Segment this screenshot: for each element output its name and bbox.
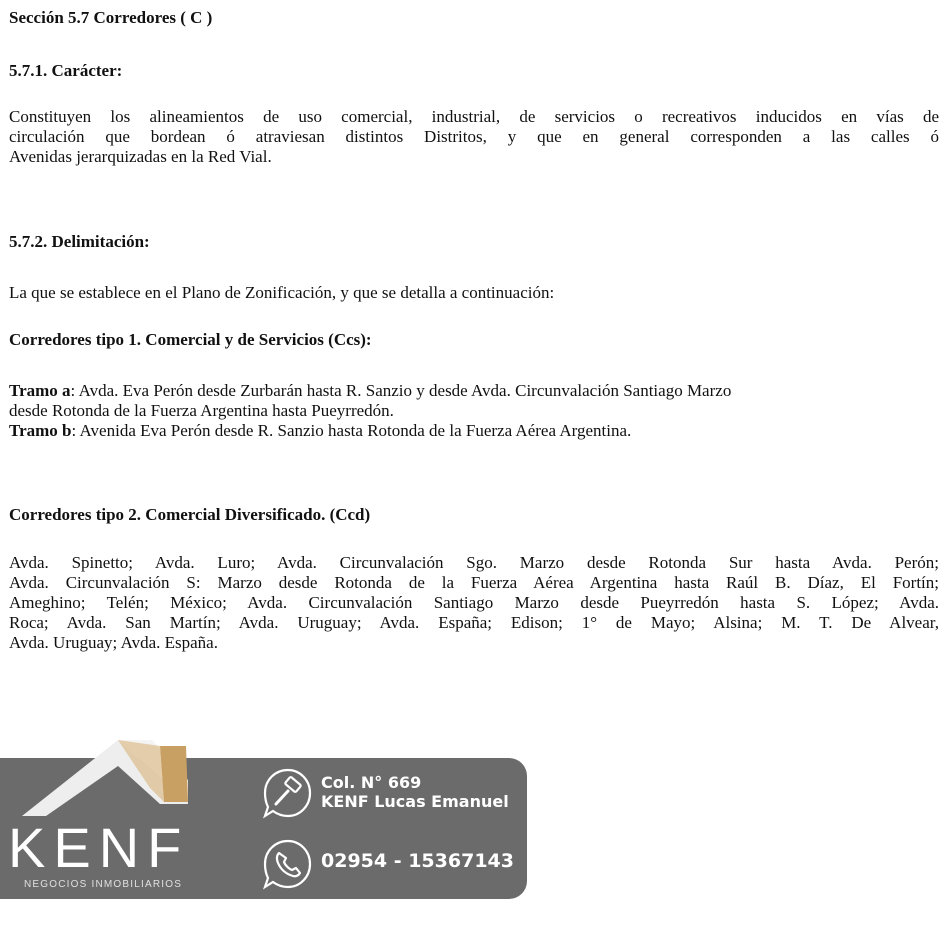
license-number: Col. N° 669 <box>321 773 422 792</box>
section-title: Sección 5.7 Corredores ( C ) <box>9 8 213 27</box>
house-roof-logo <box>0 730 200 830</box>
paragraph-line: Avenidas jerarquizadas en la Red Vial. <box>9 147 272 166</box>
brand-tagline: NEGOCIOS INMOBILIARIOS <box>24 879 183 890</box>
phone-icon <box>262 838 314 890</box>
tramo-b-label: Tramo b <box>9 421 72 440</box>
tramo-a-label: Tramo a <box>9 381 71 400</box>
paragraph-line: Roca; Avda. San Martín; Avda. Uruguay; Avda. España; Edison; 1° de Mayo; Alsina; M. T. De Alvear, <box>9 613 939 632</box>
phone-number[interactable]: 02954 - 15367143 <box>321 850 514 872</box>
corredores-tipo2-heading: Corredores tipo 2. Comercial Diversificado. (Ccd) <box>9 505 371 524</box>
paragraph-line: Constituyen los alineamientos de uso comercial, industrial, de servicios o recreativos inducidos en vías de <box>9 107 939 126</box>
subsection-heading-caracter: 5.7.1. Carácter: <box>9 61 123 80</box>
tramo-b-line <box>9 421 939 441</box>
tramo-b-text: : Avenida Eva Perón desde R. Sanzio hasta Rotonda de la Fuerza Aérea Argentina. <box>71 421 632 440</box>
agent-name: KENF Lucas Emanuel <box>321 792 509 811</box>
brand-logo-text: KENF <box>8 816 190 879</box>
gavel-icon <box>262 767 314 819</box>
paragraph-line: Avda. Uruguay; Avda. España. <box>9 633 218 652</box>
paragraph-line: Avda. Spinetto; Avda. Luro; Avda. Circunvalación Sgo. Marzo desde Rotonda Sur hasta Avda. Perón; <box>9 553 939 572</box>
tramo-a-line <box>9 381 939 401</box>
paragraph-line: Ameghino; Telén; México; Avda. Circunvalación Santiago Marzo desde Pueyrredón hasta S. López; Avda. <box>9 593 939 612</box>
delimitacion-intro: La que se establece en el Plano de Zonificación, y que se detalla a continuación: <box>9 283 555 302</box>
corredores-tipo1-heading: Corredores tipo 1. Comercial y de Servicios (Ccs): <box>9 330 372 349</box>
paragraph-line: Avda. Circunvalación S: Marzo desde Rotonda de la Fuerza Aérea Argentina hasta Raúl B. Díaz, El Fortín; <box>9 573 939 592</box>
subsection-heading-delimitacion: 5.7.2. Delimitación: <box>9 232 150 251</box>
tramo-a-text: : Avda. Eva Perón desde Zurbarán hasta R. Sanzio y desde Avda. Circunvalación Santiago Marzo <box>70 381 732 400</box>
tramo-a-line-2: desde Rotonda de la Fuerza Argentina hasta Pueyrredón. <box>9 401 394 420</box>
caracter-paragraph <box>9 107 939 167</box>
paragraph-line: circulación que bordean ó atraviesan distintos Distritos, y que en general corresponden a las calles ó <box>9 127 939 146</box>
tipo2-paragraph <box>9 553 939 653</box>
tipo1-tramos <box>9 381 939 441</box>
